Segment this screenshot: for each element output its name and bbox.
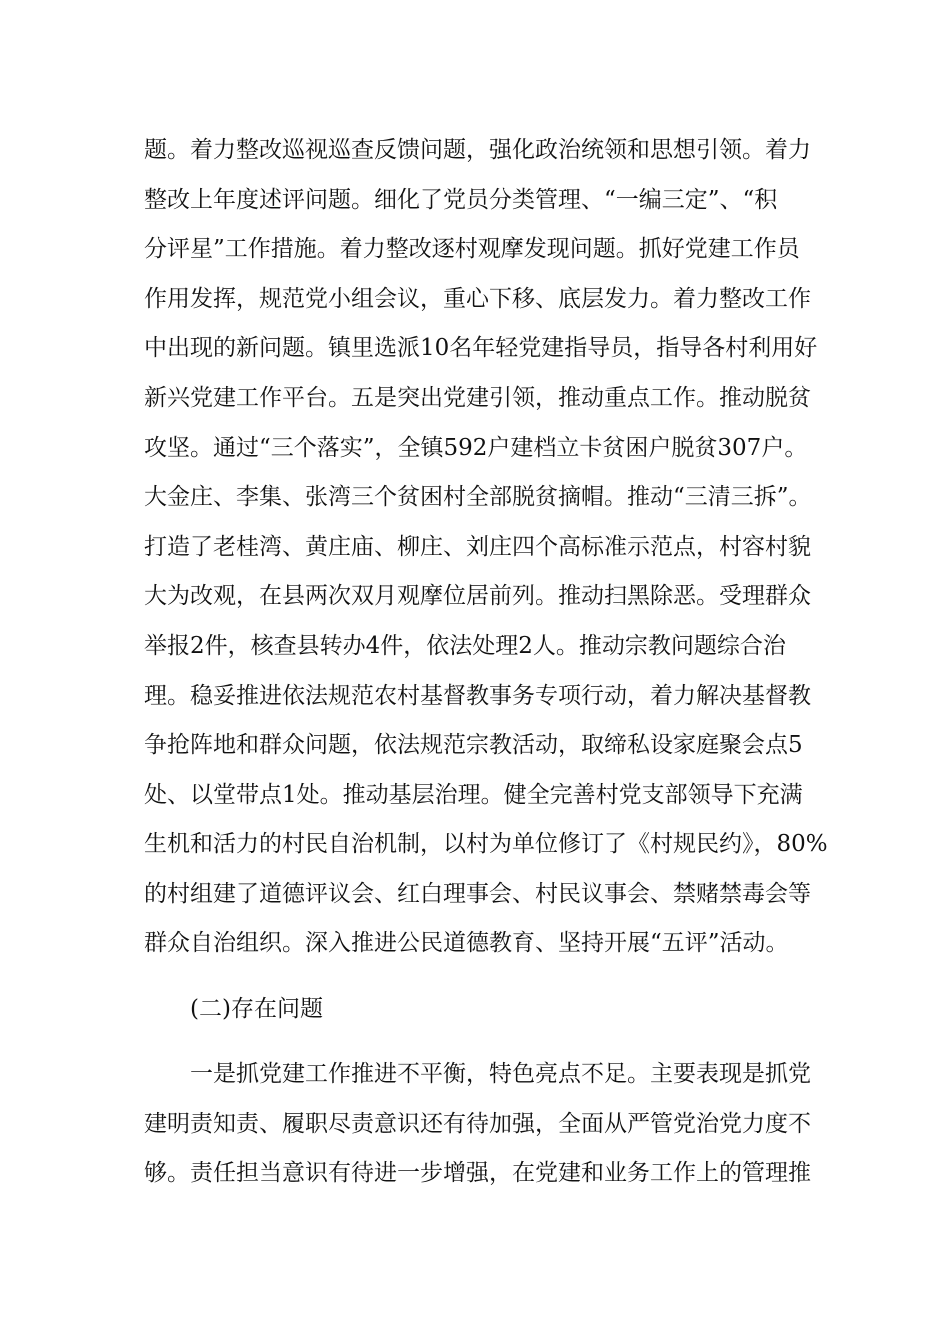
text-line: 攻坚。通过“三个落实”，全镇592户建档立卡贫困户脱贫307户。 (144, 435, 808, 461)
text-line: 一是抓党建工作推进不平衡，特色亮点不足。主要表现是抓党 (190, 1061, 811, 1087)
text-line: 题。着力整改巡视巡查反馈问题，强化政治统领和思想引领。着力 (144, 137, 811, 163)
text-line: 够。责任担当意识有待进一步增强，在党建和业务工作上的管理推 (144, 1160, 811, 1186)
text-line: 举报2件，核查县转办4件，依法处理2人。推动宗教问题综合治 (144, 633, 786, 659)
text-line: 处、以堂带点1处。推动基层治理。健全完善村党支部领导下充满 (144, 782, 803, 808)
text-line: 作用发挥，规范党小组会议，重心下移、底层发力。着力整改工作 (144, 286, 811, 312)
text-line: 的村组建了道德评议会、红白理事会、村民议事会、禁赌禁毒会等 (144, 881, 811, 907)
text-line: 群众自治组织。深入推进公民道德教育、坚持开展“五评”活动。 (144, 930, 789, 956)
text-line: 打造了老桂湾、黄庄庙、柳庄、刘庄四个高标准示范点，村容村貌 (144, 534, 811, 560)
text-line: 理。稳妥推进依法规范农村基督教事务专项行动，着力解决基督教 (144, 683, 811, 709)
text-line: 生机和活力的村民自治机制，以村为单位修订了《村规民约》，80% (144, 831, 828, 857)
text-line: 争抢阵地和群众问题，依法规范宗教活动，取缔私设家庭聚会点5 (144, 732, 803, 758)
section-heading: (二)存在问题 (190, 996, 323, 1022)
text-line: 分评星”工作措施。着力整改逐村观摩发现问题。抓好党建工作员 (144, 236, 800, 262)
text-line: 建明责知责、履职尽责意识还有待加强，全面从严管党治党力度不 (144, 1111, 811, 1137)
text-line: 大为改观，在县两次双月观摩位居前列。推动扫黑除恶。受理群众 (144, 583, 811, 609)
text-line: 大金庄、李集、张湾三个贫困村全部脱贫摘帽。推动“三清三拆”。 (144, 484, 812, 510)
text-line: 中出现的新问题。镇里选派10名年轻党建指导员，指导各村利用好 (144, 335, 818, 361)
text-line: 新兴党建工作平台。五是突出党建引领，推动重点工作。推动脱贫 (144, 385, 811, 411)
text-line: 整改上年度述评问题。细化了党员分类管理、“一编三定”、“积 (144, 187, 778, 213)
